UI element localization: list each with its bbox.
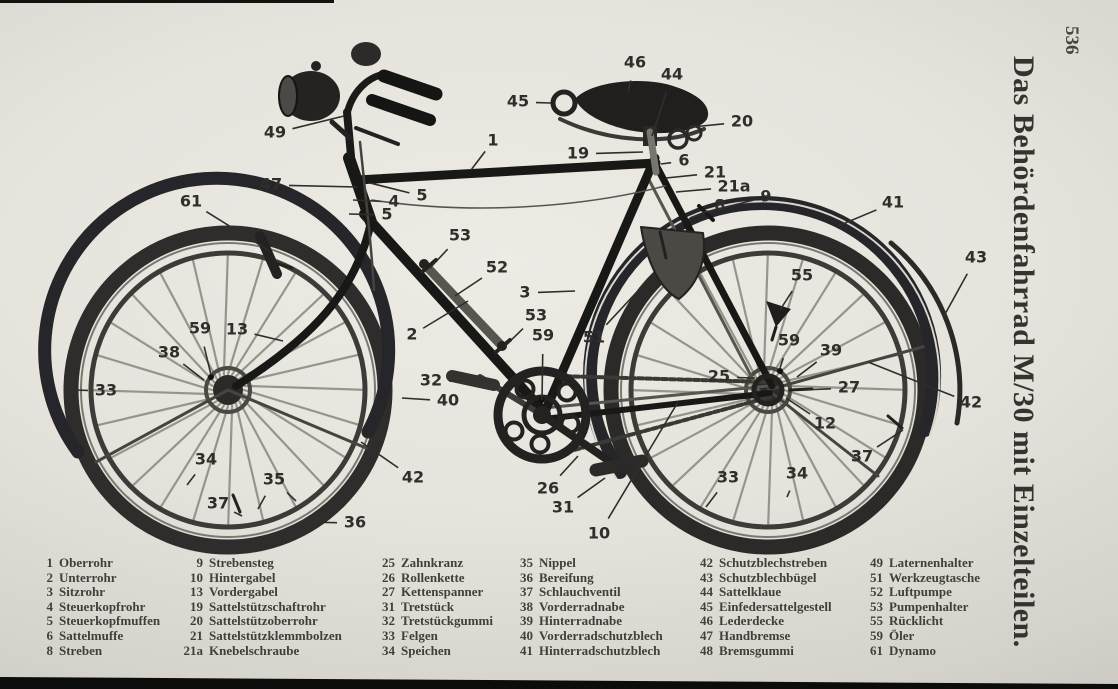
legend-item [26,571,160,586]
legend-item [368,629,493,644]
callout-number: 61 [179,191,203,211]
legend-item-number: 45 [700,598,713,614]
callout-leader-line [204,347,211,375]
callout-leader-line [868,362,954,396]
legend-item [176,600,342,615]
legend-item-number: 61 [870,642,883,658]
legend-item-number: 55 [870,613,883,629]
callout-number: 4 [388,191,400,211]
legend-item-number: 31 [382,598,395,614]
callout-number: 42 [401,467,425,487]
callout-number: 1 [487,130,499,150]
legend-item-number: 38 [520,598,533,614]
callout-number: 33 [94,380,118,400]
legend-item-number: 51 [870,569,883,585]
legend-item [856,585,980,600]
callout-number: 55 [790,265,814,285]
callout-number: 10 [587,523,611,543]
legend-item-label: Felgen [401,627,438,643]
callout-number: 51 [582,327,606,347]
legend-item [856,600,980,615]
legend-item-label: Knebelschraube [209,642,300,658]
callout-number: 9 [760,186,772,206]
callout-leader-line [560,456,578,476]
legend-item [26,644,160,659]
legend-item [26,600,160,615]
callout-leader-line [877,430,903,447]
legend-item-label: Hinterradnabe [539,613,623,629]
legend-item-label: Öler [889,627,915,643]
legend-column [176,556,342,658]
legend-item-number: 46 [700,613,713,629]
callout-number: 21 [703,162,727,182]
legend-item [368,571,493,586]
callout-number: 8 [714,195,726,215]
legend-item-label: Luftpumpe [889,584,952,600]
callout-number: 59 [188,318,212,338]
legend-item-number: 4 [46,598,53,614]
legend-item-number: 52 [870,584,883,600]
legend-item [856,614,980,629]
legend-item-label: Unterrohr [59,569,117,585]
legend-item-number: 20 [190,613,203,629]
callout-leader-line [289,185,357,187]
bicycle-illustration [45,42,960,547]
legend-item-label: Oberrohr [59,555,113,570]
callout-leader-line [944,274,967,316]
legend-item-label: Kettenspanner [401,584,484,600]
legend-item-number: 32 [382,613,395,629]
page-number: 536 [1061,26,1082,55]
callout-number: 53 [448,225,472,245]
lamp-lens [279,76,297,116]
legend-item-label: Sattelmuffe [59,627,124,643]
callout-leader-line [676,189,711,192]
legend-item-label: Schutzblechstreben [719,555,828,570]
callout-number: 5 [381,204,393,224]
legend-column [506,556,663,658]
callout-leader-line [737,377,755,378]
legend-item-number: 42 [700,555,713,570]
legend-item-number: 59 [870,627,883,643]
legend-item-number: 37 [520,584,533,600]
legend-item-label: Hintergabel [209,569,276,585]
callout-number: 12 [813,413,837,433]
bottom-bracket [533,406,551,424]
legend-item [176,585,342,600]
legend-item-number: 33 [382,627,395,643]
callout-number: 13 [225,319,249,339]
legend-item-label: Laternenhalter [889,555,974,570]
grip-lower [372,100,430,120]
legend-item-label: Schutzblechbügel [719,569,817,585]
callout-number: 33 [716,467,740,487]
bell [351,42,381,66]
legend-item-number: 41 [520,642,533,658]
legend-item-number: 26 [382,569,395,585]
spoke [768,405,772,524]
callout-number: 45 [506,91,530,111]
legend-item-label: Rollenkette [401,569,465,585]
legend-item-number: 35 [520,555,533,570]
legend-item [368,600,493,615]
legend-item-label: Hinterradschutzblech [539,642,661,658]
legend-item [176,571,342,586]
legend-item-number: 49 [870,555,883,570]
legend-item-number: 25 [382,555,395,570]
legend-item [506,644,663,659]
legend-item-number: 44 [700,584,713,600]
callout-number: 59 [777,330,801,350]
top-tube [357,163,656,180]
legend-item-label: Werkzeugtasche [889,569,980,585]
callout-labels [74,53,987,543]
callout-number: 42 [959,392,983,412]
callout-number: 20 [730,111,754,131]
legend-item-label: Bremsgummi [719,642,794,658]
parts-legend [0,556,1005,661]
callout-number: 36 [343,512,367,532]
legend-item-number: 47 [700,627,713,643]
saddle-front-spring [553,92,575,114]
legend-item [506,585,663,600]
legend-item [26,585,160,600]
legend-item-number: 21a [183,642,203,658]
legend-item-label: Sitzrohr [59,584,105,600]
spoke [701,405,764,506]
callout-number: 49 [263,122,287,142]
callout-leader-line [661,163,671,164]
legend-item-number: 39 [520,613,533,629]
callout-number: 47 [259,174,283,194]
legend-column [26,556,160,658]
legend-item [176,629,342,644]
legend-item-label: Vordergabel [209,584,278,600]
callout-leader-line [666,175,697,178]
legend-item [856,571,980,586]
legend-item-label: Rücklicht [889,613,944,629]
scan-bottom-bar [0,677,1118,689]
legend-item-label: Handbremse [719,627,791,643]
legend-item [506,614,663,629]
spoke [243,386,362,390]
legend-item [686,571,832,586]
callout-number: 37 [206,493,230,513]
callout-leader-line [787,491,790,497]
callout-leader-line [578,478,605,498]
callout-number: 43 [964,247,988,267]
legend-item [368,614,493,629]
legend-item-number: 5 [46,613,53,629]
callout-number: 38 [157,342,181,362]
legend-item [176,556,342,571]
legend-item-label: Sattelstützschaftrohr [209,598,326,614]
callout-number: 26 [536,478,560,498]
legend-item [176,614,342,629]
legend-item [26,629,160,644]
legend-item [686,600,832,615]
spoke [652,323,753,386]
front-tire-valve [233,495,240,512]
callout-leader-line [187,474,195,485]
callout-leader-line [455,278,482,296]
callout-leader-line [430,249,448,268]
legend-item-label: Strebensteg [209,555,274,570]
legend-item [856,644,980,659]
legend-item-label: Sattelklaue [719,584,782,600]
legend-item-label: Sattelstützklemmbolzen [209,627,342,643]
legend-item-number: 48 [700,642,713,658]
legend-item [686,644,832,659]
callout-leader-line [542,354,543,400]
callout-number: 32 [419,370,443,390]
legend-item-label: Streben [59,642,103,658]
callout-number: 27 [837,377,861,397]
callout-number: 53 [524,305,548,325]
legend-item-number: 21 [190,627,203,643]
legend-item [506,556,663,571]
callout-number: 34 [194,449,218,469]
legend-column [686,556,832,658]
legend-item [506,600,663,615]
legend-item-number: 27 [382,584,395,600]
legend-item-label: Einfedersattelgestell [719,598,832,614]
legend-item-label: Zahnkranz [401,555,464,570]
grip-upper [384,76,436,94]
callout-number: 44 [660,64,684,84]
headlamp [279,61,350,138]
legend-item-label: Speichen [401,642,451,658]
callout-number: 52 [485,257,509,277]
legend-item [686,614,832,629]
legend-item [686,556,832,571]
legend-item-label: Steuerkopfrohr [59,598,146,614]
legend-item-label: Dynamo [889,642,936,658]
callout-number: 34 [785,463,809,483]
legend-item [506,629,663,644]
legend-item-number: 9 [196,555,203,570]
scan-artifact-top [0,0,334,3]
legend-item-number: 2 [46,569,53,585]
legend-item [856,556,980,571]
legend-item-label: Tretstückgummi [401,613,493,629]
legend-item-label: Steuerkopfmuffen [59,613,161,629]
callout-number: 59 [531,325,555,345]
legend-item-number: 43 [700,569,713,585]
legend-item [686,629,832,644]
legend-item-number: 8 [46,642,53,658]
legend-item-number: 19 [190,598,203,614]
legend-item [368,644,493,659]
legend-item-label: Schlauchventil [539,584,621,600]
legend-item-number: 1 [46,555,53,570]
legend-item-number: 34 [382,642,395,658]
legend-item [368,556,493,571]
callout-leader-line [471,151,485,170]
page-title: Das Behördenfahrrad M/30 mit Einzelteilen. [1007,56,1040,648]
callout-leader-line [505,329,523,346]
legend-item-label: Vorderradnabe [539,598,625,614]
legend-item [176,644,342,659]
callout-number: 35 [262,469,286,489]
callout-number: 3 [519,282,531,302]
legend-item-number: 6 [46,627,53,643]
legend-item [26,556,160,571]
legend-item-label: Bereifung [539,569,594,585]
legend-item-label: Nippel [539,555,576,570]
right-pedal [596,461,642,470]
callout-leader-line [402,398,430,400]
legend-item-label: Sattelstützoberrohr [209,613,318,629]
legend-item-label: Vorderradschutzblech [539,627,663,643]
callout-number: 40 [436,390,460,410]
legend-item-number: 36 [520,569,533,585]
legend-item [686,585,832,600]
legend-item [506,571,663,586]
legend-column [856,556,980,658]
callout-leader-line [596,152,643,153]
callout-number: 39 [819,340,843,360]
callout-number: 31 [551,497,575,517]
legend-column [368,556,493,658]
callout-number: 37 [850,446,874,466]
legend-item [856,629,980,644]
callout-leader-line [538,291,575,292]
legend-item-number: 10 [190,569,203,585]
callout-number: 2 [406,324,418,344]
callout-number: 46 [623,52,647,72]
legend-item-number: 3 [46,584,53,600]
legend-item [368,585,493,600]
callout-leader-line [349,214,374,215]
brake-lever [356,128,398,144]
spoke [224,256,228,375]
callout-leader-line [302,522,337,523]
callout-number: 25 [707,366,731,386]
legend-item [26,614,160,629]
callout-number: 6 [678,150,690,170]
callout-number: 5 [416,185,428,205]
callout-number: 19 [566,143,590,163]
legend-item-number: 40 [520,627,533,643]
callout-number: 21a [717,176,751,196]
callout-number: 41 [881,192,905,212]
legend-item-label: Pumpenhalter [889,598,969,614]
legend-item-number: 13 [190,584,203,600]
spoke [764,256,768,375]
legend-item-label: Lederdecke [719,613,784,629]
legend-item-number: 53 [870,598,883,614]
legend-item-label: Tretstück [401,598,454,614]
saddle-top [575,81,708,133]
